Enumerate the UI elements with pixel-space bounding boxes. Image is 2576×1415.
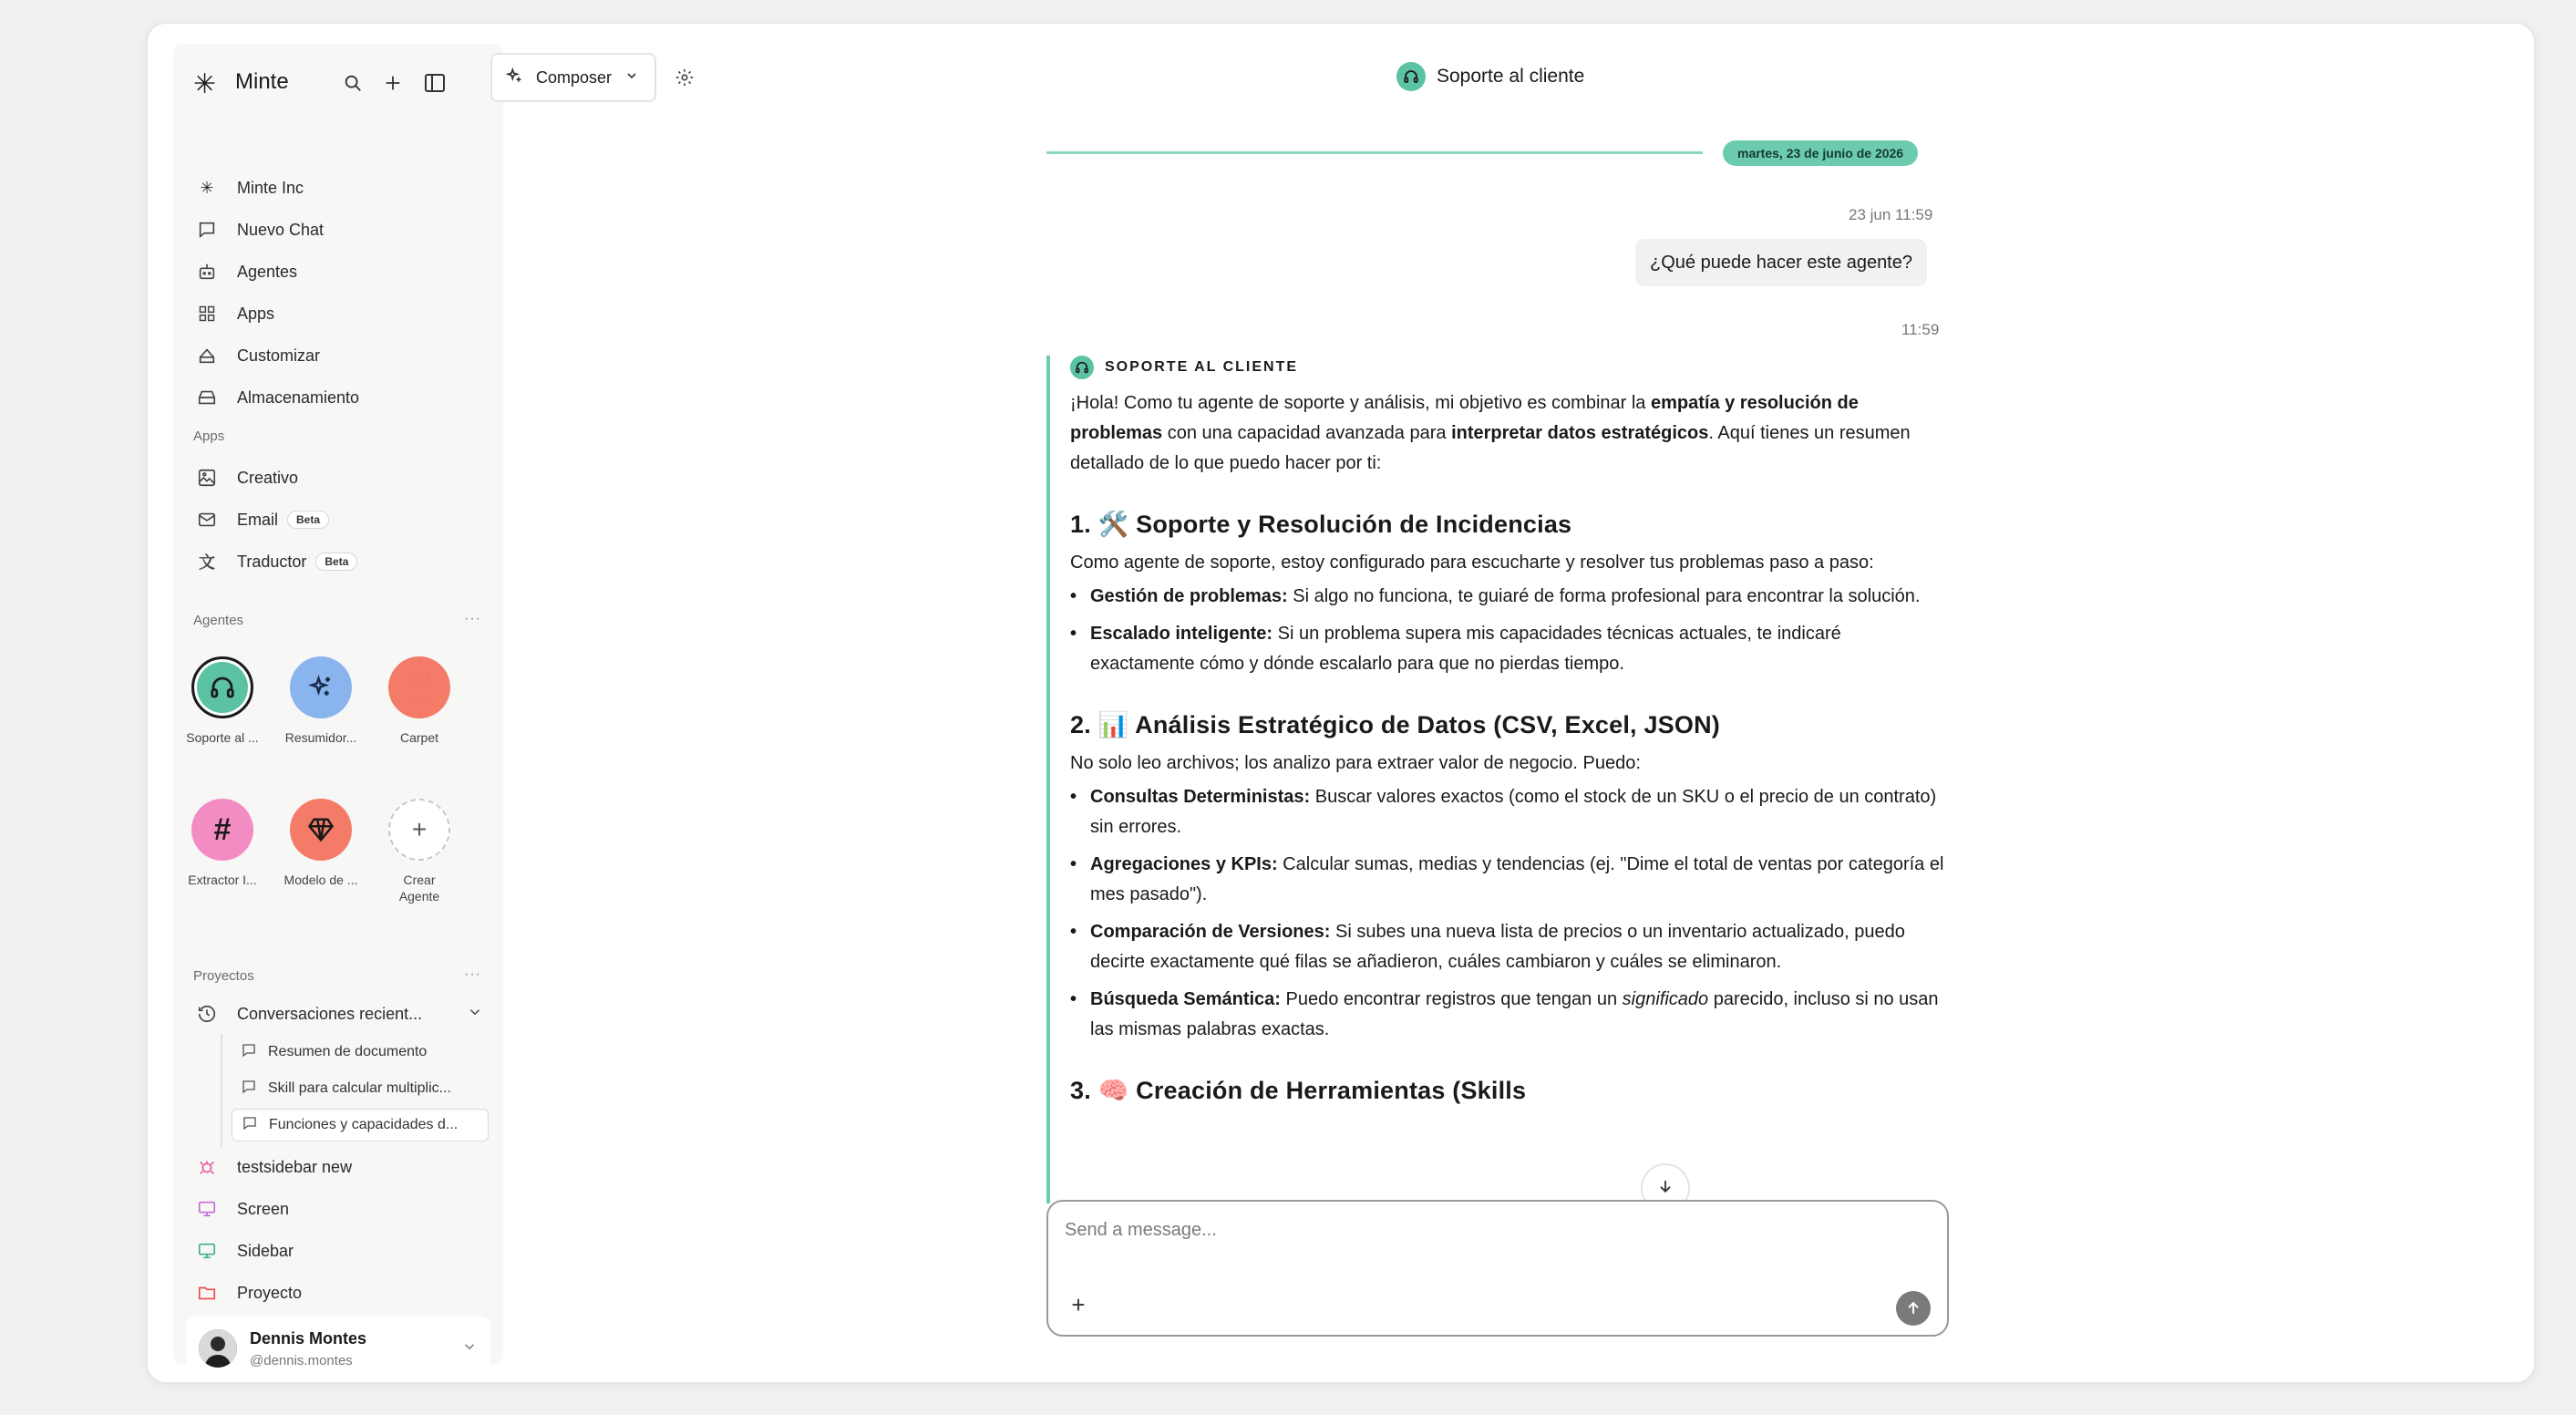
list-item: • Escalado inteligente: Si un problema supera mis capacidades técnicas actuales, te indicaré exactamente cómo y dónde escalarlo para que no pierdas tiempo.	[1070, 619, 1949, 679]
recent-conversation-item[interactable]: Skill para calcular multiplic...	[232, 1072, 489, 1105]
nav-item-nuevo-chat[interactable]: Nuevo Chat	[188, 212, 489, 248]
agent-resumidor[interactable]: Resumidor...	[275, 656, 366, 746]
headphones-icon	[191, 656, 253, 718]
image-edit-icon	[193, 468, 221, 488]
project-item-sidebar[interactable]: Sidebar	[188, 1233, 489, 1269]
nav-item-apps[interactable]: Apps	[188, 295, 489, 332]
agent-message-timestamp: 11:59	[1901, 321, 1940, 338]
message-composer	[1046, 1200, 1949, 1337]
hash-icon: #	[191, 799, 253, 861]
chevron-down-icon	[467, 1004, 483, 1025]
nav-item-minte-inc[interactable]: ✳ Minte Inc	[188, 170, 489, 206]
bullet-list	[1070, 582, 1949, 679]
agent-carpet[interactable]: Carpet	[374, 656, 465, 746]
section-description: Como agente de soporte, estoy configurado para escucharte y resolver tus problemas paso a paso:	[1070, 553, 1874, 573]
project-item-proyecto[interactable]: Proyecto	[188, 1275, 489, 1311]
user-message-bubble: ¿Qué puede hacer este agente?	[1635, 239, 1927, 286]
dots-icon	[388, 656, 450, 718]
monitor-icon	[193, 1241, 221, 1261]
sparkle-icon	[505, 67, 523, 89]
chat-icon	[241, 1079, 257, 1100]
sidebar	[173, 44, 503, 1369]
app-window	[146, 22, 2536, 1384]
chevron-down-icon	[461, 1338, 478, 1359]
bug-icon	[193, 1157, 221, 1177]
headphones-icon	[1070, 356, 1094, 379]
diamond-icon	[290, 799, 352, 861]
section-heading: 1. 🛠️ Soporte y Resolución de Incidencias	[1070, 511, 1572, 538]
recent-conversation-item[interactable]: Resumen de documento	[232, 1036, 489, 1069]
tree-line	[221, 1034, 222, 1147]
grid-icon	[193, 305, 221, 323]
app-item-email[interactable]: Email Beta	[188, 501, 489, 538]
beta-badge: Beta	[315, 553, 357, 571]
section-heading: 3. 🧠 Creación de Herramientas (Skills	[1070, 1077, 1527, 1104]
nav-item-almacenamiento[interactable]: Almacenamiento	[188, 379, 489, 416]
mail-icon	[193, 510, 221, 530]
bullet-list	[1070, 782, 1949, 1045]
gear-icon[interactable]	[671, 64, 698, 91]
robot-icon	[193, 262, 221, 282]
list-item: • Consultas Deterministas: Buscar valores exactos (como el stock de un SKU o el precio de un contrato) sin errores.	[1070, 782, 1949, 842]
agent-modelo[interactable]: Modelo de ...	[275, 799, 366, 888]
minte-logo-icon: ✳	[200, 178, 214, 197]
date-badge: martes, 23 de junio de 2026	[1723, 140, 1918, 166]
projects-more-button[interactable]: ···	[464, 966, 481, 982]
sidebar-header	[173, 44, 503, 120]
minte-logo-icon: ✳	[193, 69, 217, 99]
chat-icon	[241, 1042, 257, 1063]
folder-icon	[193, 1283, 221, 1303]
app-item-traductor[interactable]: 文 Traductor Beta	[188, 543, 489, 580]
apps-section-title: Apps	[193, 429, 225, 444]
agent-message-header: SOPORTE AL CLIENTE	[1070, 356, 1949, 379]
sparkles-icon	[290, 656, 352, 718]
agent-intro: ¡Hola! Como tu agente de soporte y análisis, mi objetivo es combinar la empatía y resolución de problemas con una capacidad avanzada para interpretar datos estratégicos. Aquí tienes un resumen detallado de lo que puedo hacer por ti:	[1070, 393, 1911, 473]
section-heading: 2. 📊 Análisis Estratégico de Datos (CSV, Excel, JSON)	[1070, 711, 1720, 738]
agent-soporte[interactable]: Soporte al ...	[177, 656, 268, 746]
date-divider-line	[1046, 151, 1703, 154]
agent-message	[1046, 356, 1949, 1203]
projects-section-title: Proyectos	[193, 968, 254, 984]
chat-icon	[242, 1115, 258, 1136]
agents-section-title: Agentes	[193, 613, 244, 628]
app-name: Minte	[235, 69, 289, 94]
list-item: • Comparación de Versiones: Si subes una nueva lista de precios o un inventario actualizado, puedo decirte exactamente qué filas se añadieron, cuáles cambiaron y cuáles se eliminaron.	[1070, 917, 1949, 977]
translate-icon: 文	[199, 553, 215, 572]
project-item-screen[interactable]: Screen	[188, 1191, 489, 1227]
headphones-icon	[1396, 62, 1426, 91]
beta-badge: Beta	[287, 511, 329, 529]
arrow-down-icon	[1656, 1177, 1674, 1200]
user-profile-card[interactable]: Dennis Montes @dennis.montes	[186, 1317, 490, 1380]
list-item: • Gestión de problemas: Si algo no funciona, te guiaré de forma profesional para encontrar la solución.	[1070, 582, 1949, 612]
paint-icon	[193, 346, 221, 366]
message-input[interactable]	[1065, 1220, 1885, 1241]
composer-dropdown[interactable]: Composer	[490, 53, 656, 102]
storage-icon	[193, 387, 221, 408]
chat-icon	[193, 220, 221, 240]
user-message-timestamp: 23 jun 11:59	[1849, 206, 1933, 223]
recent-conversation-item-active[interactable]: Funciones y capacidades d...	[232, 1109, 489, 1141]
chat-title: Soporte al cliente	[1396, 62, 1584, 91]
attach-plus-icon[interactable]: +	[1071, 1290, 1086, 1318]
project-item-testsidebar[interactable]: testsidebar new	[188, 1149, 489, 1185]
new-chat-plus-icon[interactable]	[379, 69, 407, 97]
create-agent-button[interactable]: + Crear Agente	[374, 799, 465, 904]
monitor-icon	[193, 1199, 221, 1219]
nav-item-agentes[interactable]: Agentes	[188, 253, 489, 290]
toggle-sidebar-icon[interactable]	[421, 69, 448, 97]
send-button[interactable]	[1896, 1291, 1931, 1326]
agent-extractor[interactable]: # Extractor I...	[177, 799, 268, 888]
search-icon[interactable]	[339, 69, 366, 97]
avatar	[199, 1329, 237, 1368]
section-description: No solo leo archivos; los analizo para extraer valor de negocio. Puedo:	[1070, 753, 1641, 773]
list-item: • Agregaciones y KPIs: Calcular sumas, medias y tendencias (ej. "Dime el total de ventas por categoría el mes pasado").	[1070, 850, 1949, 910]
plus-icon: +	[388, 799, 450, 861]
history-icon	[193, 1004, 221, 1024]
nav-item-customizar[interactable]: Customizar	[188, 337, 489, 374]
app-item-creativo[interactable]: Creativo	[188, 460, 489, 496]
list-item: • Búsqueda Semántica: Puedo encontrar registros que tengan un significado parecido, incluso si no usan las mismas palabras exactas.	[1070, 985, 1949, 1045]
agents-more-button[interactable]: ···	[464, 611, 481, 626]
chevron-down-icon	[624, 68, 639, 88]
recent-conversations-toggle[interactable]: Conversaciones recient...	[188, 996, 489, 1032]
